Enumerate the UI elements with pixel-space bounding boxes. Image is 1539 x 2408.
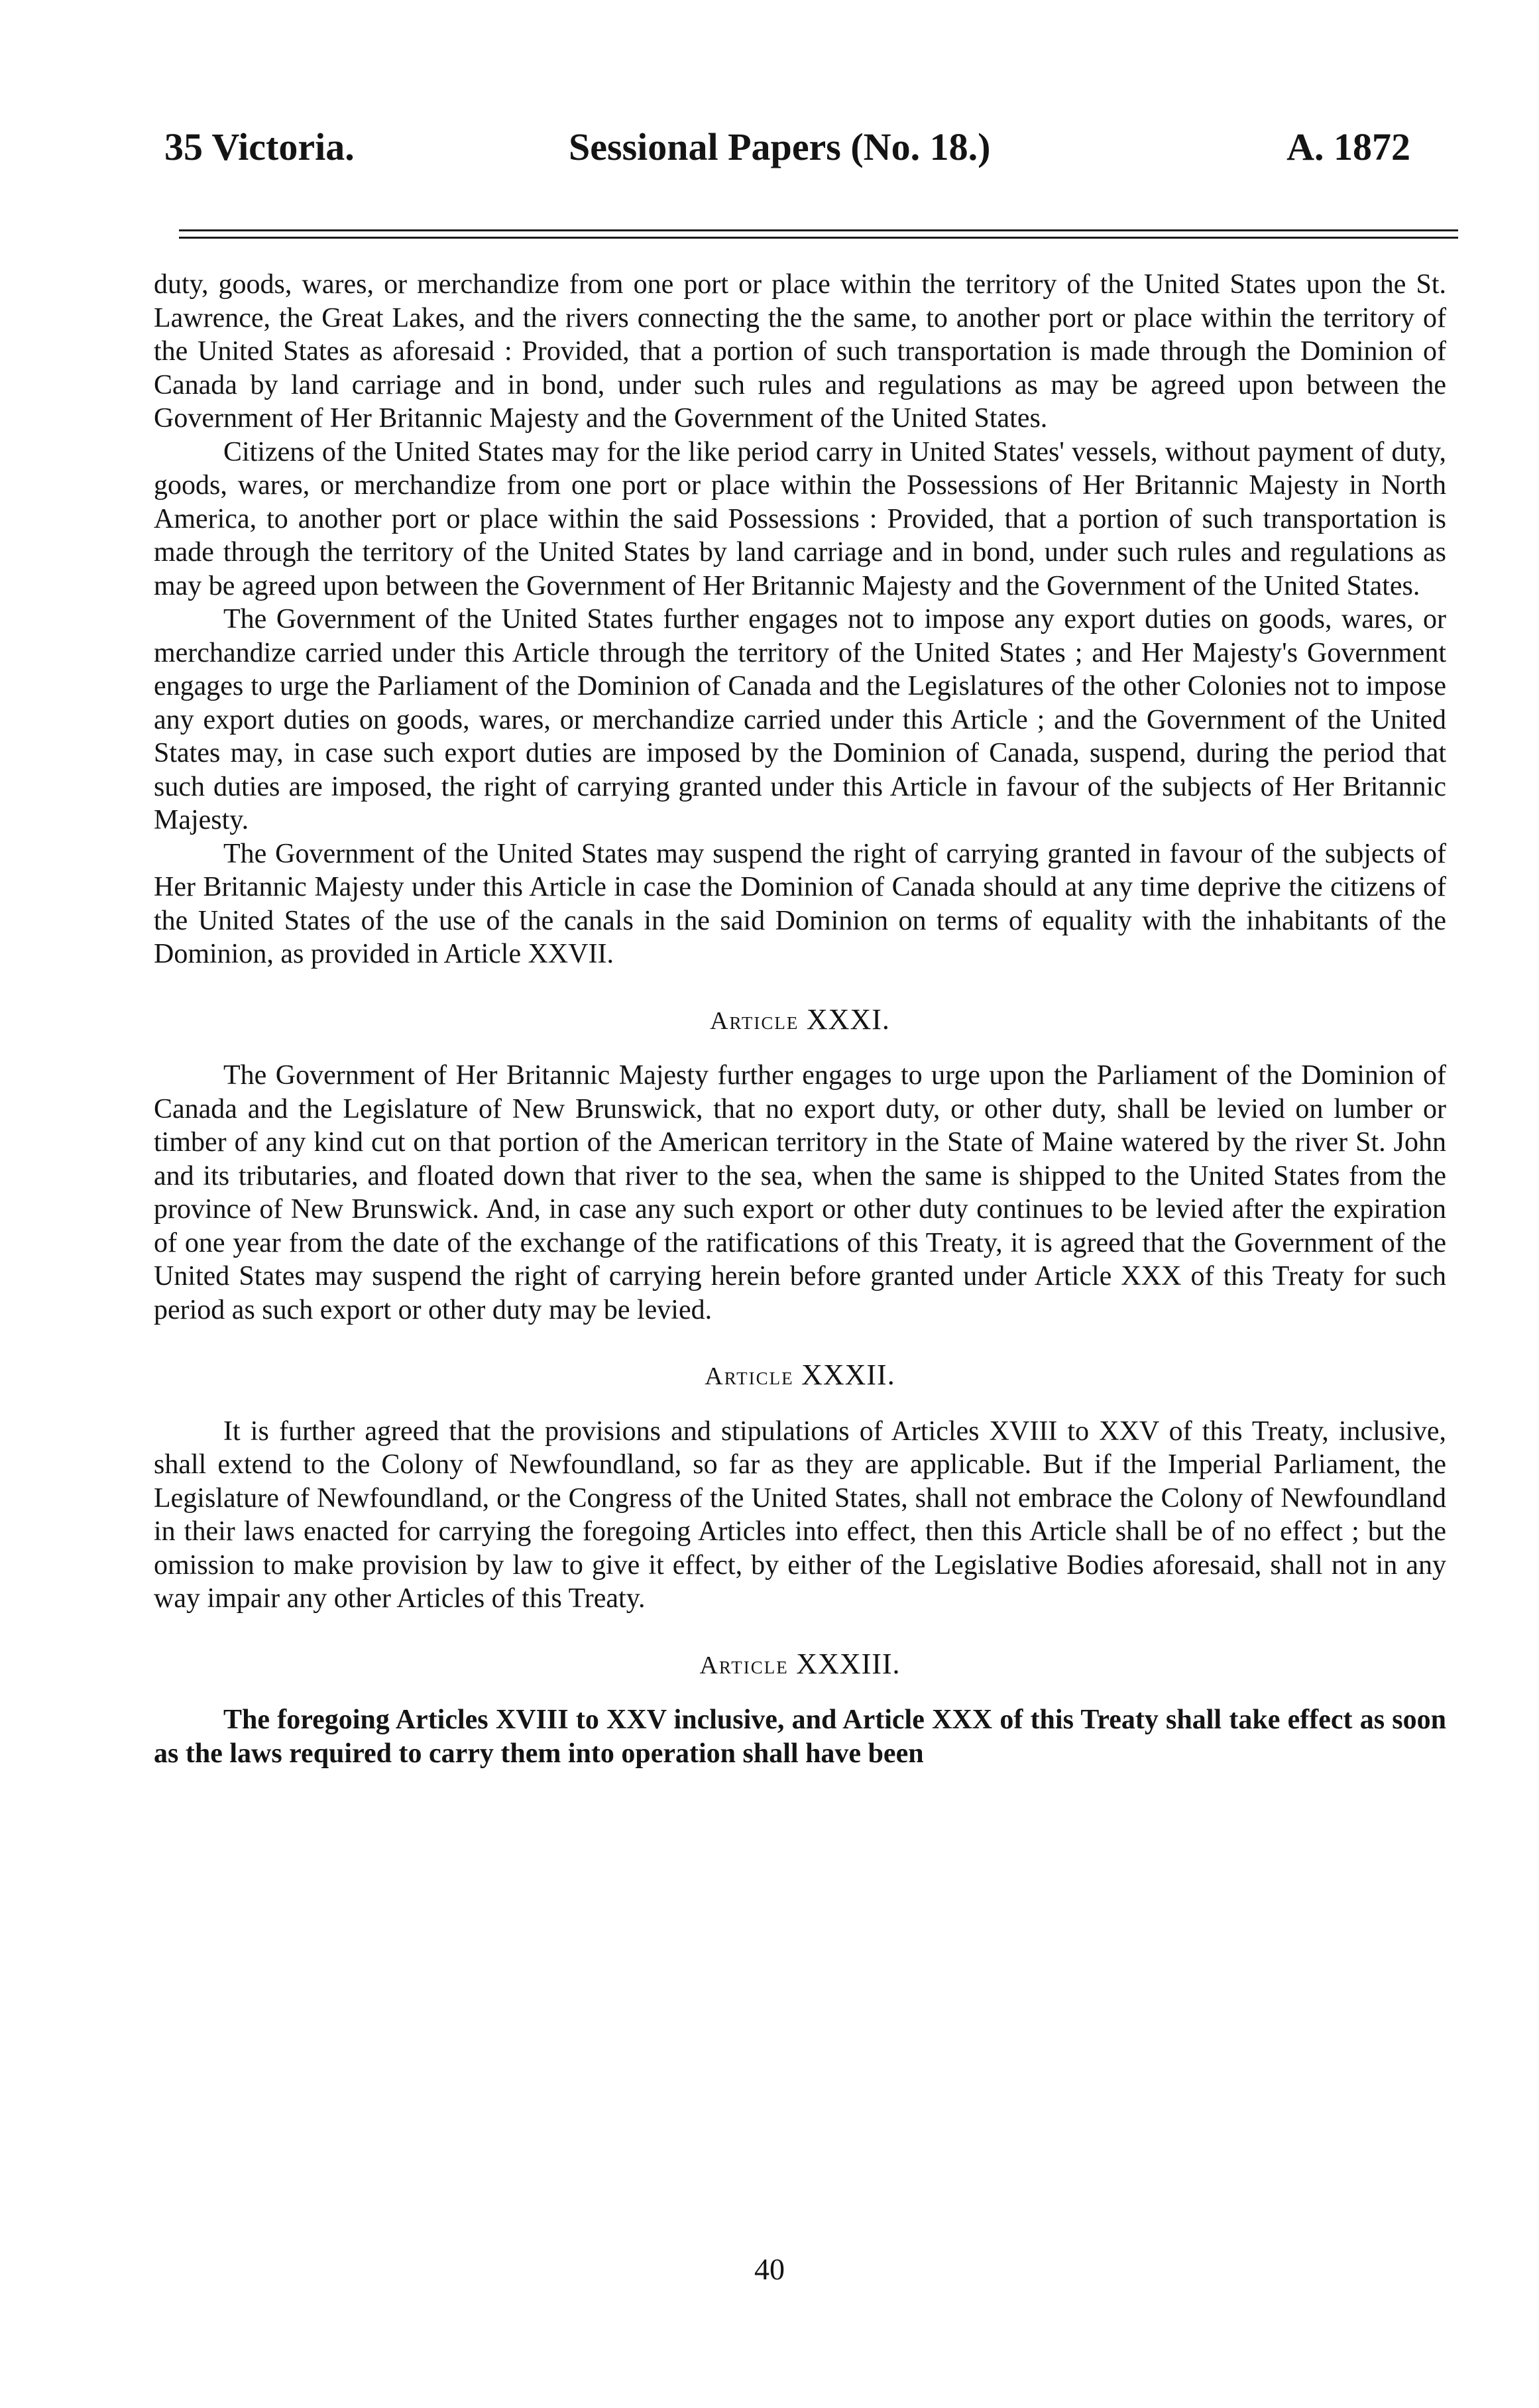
paragraph-citizens: Citizens of the United States may for the like period carry in United States' vessels, without payment of duty, goods, wares, or merchandize from one port or place within the Possessions of Her Britannic Majesty in North America, to another port or place within the said Possessions : Provided, that a portion of such transportation is made through the territory of the United States by land carriage and in bond, under such rules and regulations as may be agreed upon between the Government of Her Britannic Majesty and the Government of the United States.: [154, 436, 1446, 601]
article-number: XXXI.: [806, 1002, 890, 1036]
document-body: [154, 268, 1446, 1770]
article-xxxii-text: It is further agreed that the provisions and stipulations of Articles XVIII to XXV of this Treaty, inclusive, shall extend to the Colony of Newfoundland, so far as they are applicable. But if the Imperial Parliament, the Legislature of Newfoundland, or the Congress of the United States, shall not embrace the Colony of Newfoundland in their laws enacted for carrying the foregoing Articles into effect, then this Article shall be of no effect ; but the omission to make provision by law to give it effect, by either of the Legislative Bodies aforesaid, shall not in any way impair any other Articles of this Treaty.: [154, 1415, 1446, 1614]
article-number: XXXIII.: [796, 1647, 901, 1680]
article-xxxiii-text: The foregoing Articles XVIII to XXV inclusive, and Article XXX of this Treaty shall take effect as soon as the laws required to carry them into operation shall have been: [154, 1705, 1446, 1769]
page-number: 40: [754, 2252, 785, 2286]
paragraph-export-duties: The Government of the United States further engages not to impose any export duties on goods, wares, or merchandize carried under this Article through the territory of the United States ; and Her Majesty's Government engages to urge the Parliament of the Dominion of Canada and the Legislatures of the other Colonies not to impose any export duties on goods, wares, or merchandize carried under this Article ; and the Government of the United States may, in case such export duties are imposed by the Dominion of Canada, suspend, during the period that such duties are imposed, the right of carrying granted under this Article in favour of the subjects of Her Britannic Majesty.: [154, 604, 1446, 835]
header-rule-top: [179, 229, 1458, 231]
running-header: [164, 125, 1410, 184]
header-title: Sessional Papers (No. 18.): [569, 125, 991, 168]
header-volume: 35 Victoria.: [164, 125, 355, 168]
header-rule-bottom: [179, 237, 1458, 239]
article-word: Article: [699, 1651, 789, 1679]
article-xxxi-text: The Government of Her Britannic Majesty further engages to urge upon the Parliament of the Dominion of Canada and the Legislature of New Brunswick, that no export duty, or other duty, shall be levied on lumber or timber of any kind cut on that portion of the American territory in the State of Maine watered by the river St. John and its tributaries, and floated down that river to the sea, when the same is shipped to the United States from the province of New Brunswick. And, in case any such export or other duty continues to be levied after the expiration of one year from the date of the exchange of the ratifications of this Treaty, it is agreed that the Government of the United States may suspend the right of carrying herein before granted under Article XXX of this Treaty for such period as such export or other duty may be levied.: [154, 1060, 1446, 1325]
header-year: A. 1872: [1286, 125, 1410, 168]
paragraph-continuation: duty, goods, wares, or merchandize from one port or place within the territory of the United States upon the St. Lawrence, the Great Lakes, and the rivers connecting the the same, to another port or place within the territory of the United States as aforesaid : Provided, that a portion of such transportation is made through the Dominion of Canada by land carriage and in bond, under such rules and regulations as may be agreed upon between the Government of Her Britannic Majesty and the Government of the United States.: [154, 269, 1446, 434]
article-xxxiii-heading: [154, 1648, 1446, 1683]
article-word: Article: [705, 1362, 794, 1390]
article-word: Article: [710, 1006, 799, 1035]
article-number: XXXII.: [801, 1358, 895, 1391]
article-xxxii-heading: [154, 1358, 1446, 1394]
paragraph-suspend-right: The Government of the United States may suspend the right of carrying granted in favour of the subjects of Her Britannic Majesty under this Article in case the Dominion of Canada should at any time deprive the citizens of the United States of the use of the canals in the said Dominion on terms of equality with the inhabitants of the Dominion, as provided in Article XXVII.: [154, 838, 1446, 969]
article-xxxi-heading: [154, 1003, 1446, 1038]
